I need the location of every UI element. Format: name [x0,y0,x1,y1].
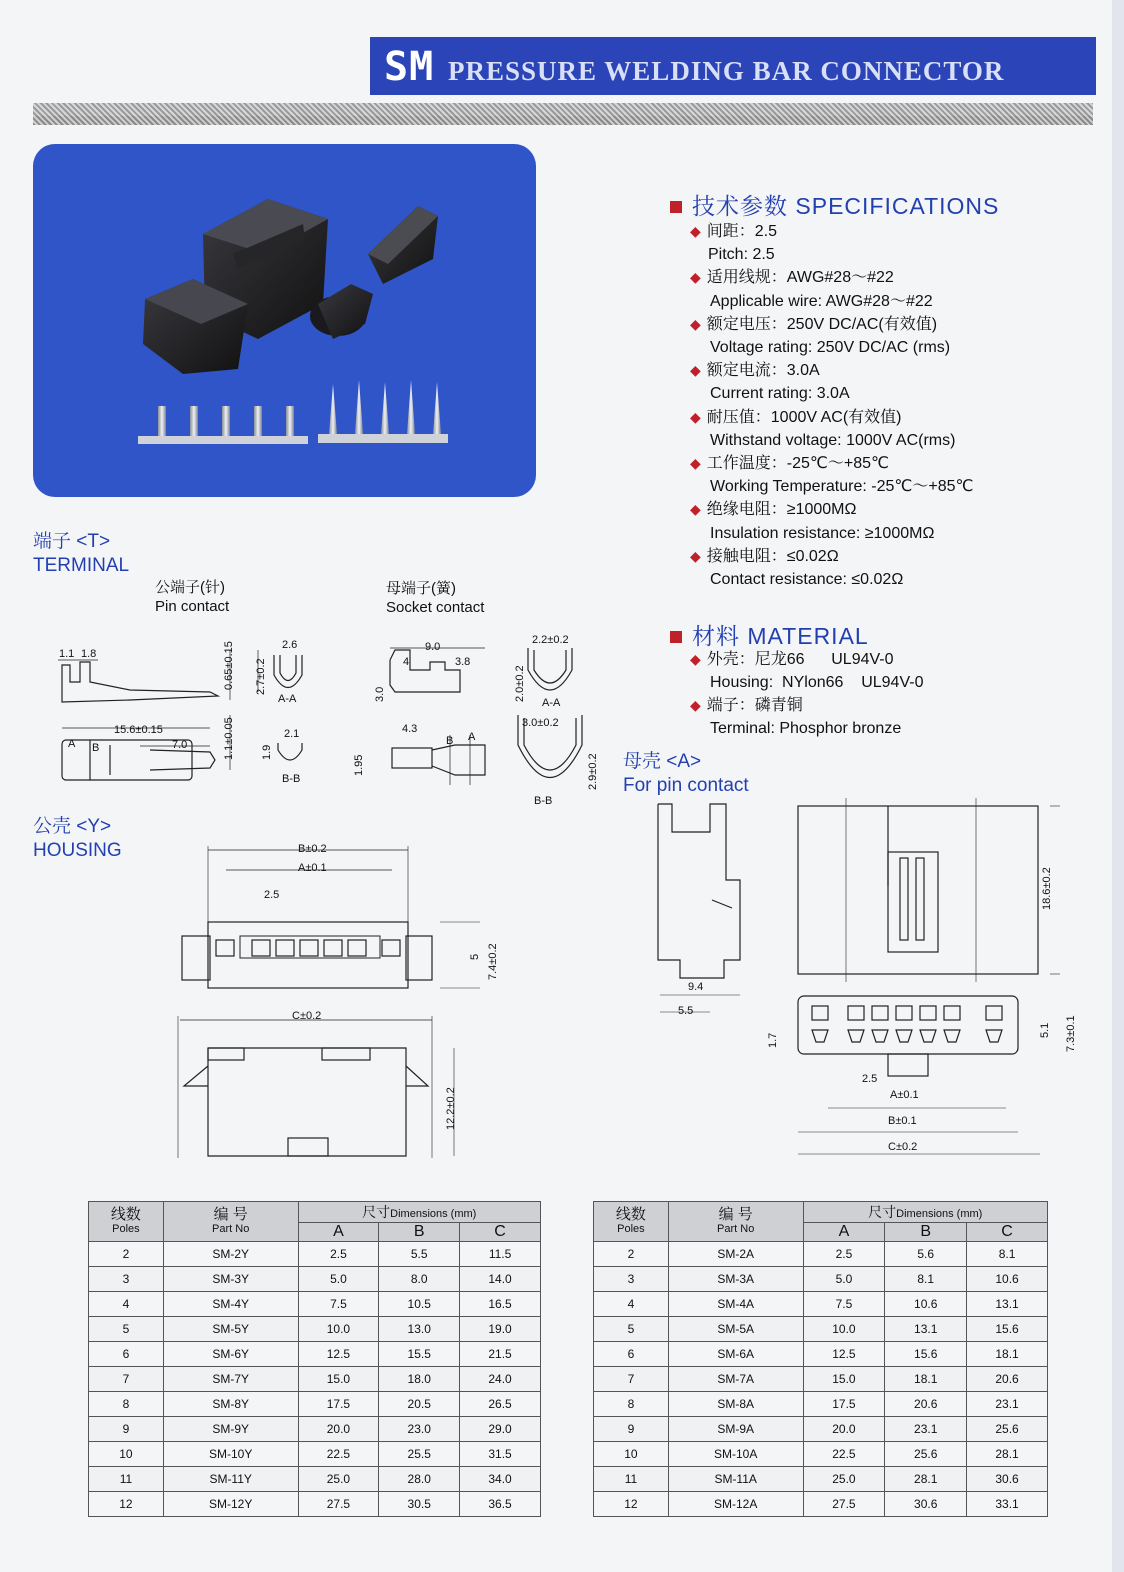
table-cell: SM-8Y [163,1392,298,1417]
housing-table-body [89,1242,541,1517]
table-cell: 20.5 [379,1392,460,1417]
table-cell: SM-6Y [163,1342,298,1367]
connector-illustration [33,144,536,497]
dim-label: 1.1±0.05 [223,717,235,760]
pin-contacts-strip [138,406,308,444]
table-cell: SM-12A [668,1492,803,1517]
material-housing: ◆ 外壳：尼龙66 UL94V-0 [690,651,894,668]
table-cell: 3 [594,1267,669,1292]
table-cell: SM-10A [668,1442,803,1467]
housing-cavities [216,940,400,956]
dim-label: 2.5 [862,1073,878,1085]
spec-contact-resistance: ◆ 接触电阻：≤0.02Ω [690,547,839,565]
section-label: A-A [278,693,297,705]
table-cell: SM-9A [668,1417,803,1442]
dim-label: B±0.2 [298,843,327,855]
spec-contact-resistance-en: Contact resistance: ≤0.02Ω [710,571,904,589]
housing-drawing [170,838,510,1168]
header-c: C [460,1223,541,1242]
table-cell: 25.6 [885,1442,967,1467]
table-cell: 10.6 [967,1267,1048,1292]
table-cell: 12.5 [298,1342,379,1367]
table-cell: 5.0 [298,1267,379,1292]
dim-label: 2.7±0.2 [255,658,267,695]
dim-label: 3.0 [374,686,386,702]
table-cell: 28.0 [379,1467,460,1492]
table-cell: 23.0 [379,1417,460,1442]
table-cell: 18.0 [379,1367,460,1392]
table-cell: 2.5 [803,1242,885,1267]
housing-label: 公壳 <Y> HOUSING [33,816,122,861]
table-row [594,1242,1048,1267]
dim-label: 7.0 [172,739,188,751]
spec-wire-en: Applicable wire: AWG#28～#22 [710,292,933,310]
table-cell: SM-11Y [163,1467,298,1492]
table-cell: 25.0 [298,1467,379,1492]
table-cell: 18.1 [885,1367,967,1392]
dim-label: 2.6 [282,639,298,651]
red-square-icon [670,631,682,643]
material-terminal-en: Terminal: Phosphor bronze [710,719,902,737]
diamond-icon: ◆ [690,651,701,667]
table-cell: SM-7Y [163,1367,298,1392]
table-cell: 33.1 [967,1492,1048,1517]
table-row [89,1242,541,1267]
dim-label: 4.3 [402,723,418,735]
header-dimensions: 尺寸Dimensions (mm) [298,1202,541,1223]
diamond-icon: ◆ [690,455,701,472]
spec-current-en: Current rating: 3.0A [710,385,850,403]
table-cell: 4 [89,1292,164,1317]
header-stripes-lower [33,116,1093,125]
header-b: B [379,1223,460,1242]
table-cell: 23.1 [885,1417,967,1442]
spec-current: ◆ 额定电流：3.0A [690,362,820,380]
header-title: PRESSURE WELDING BAR CONNECTOR [448,56,1005,86]
table-cell: 7 [594,1367,669,1392]
table-row [594,1367,1048,1392]
table-cell: 20.0 [298,1417,379,1442]
table-cell: 8 [594,1392,669,1417]
table-row [594,1392,1048,1417]
table-row [594,1467,1048,1492]
table-cell: 15.5 [379,1342,460,1367]
section-label: B-B [282,773,301,785]
spec-withstand-en: Withstand voltage: 1000V AC(rms) [710,431,956,449]
table-row [89,1467,541,1492]
table-cell: 25.5 [379,1442,460,1467]
diamond-icon: ◆ [690,547,701,564]
table-row [594,1267,1048,1292]
table-cell: 22.5 [298,1442,379,1467]
page-edge [1112,0,1124,1572]
dim-label: 2.2±0.2 [532,634,569,646]
section-label: B-B [534,795,553,807]
header-prefix: SM [384,44,435,90]
table-cell: 15.6 [967,1317,1048,1342]
diamond-icon: ◆ [690,362,701,379]
table-cell: 13.1 [885,1317,967,1342]
table-row [594,1292,1048,1317]
table-cell: 15.6 [885,1342,967,1367]
diamond-icon: ◆ [690,408,701,425]
table-cell: 12.5 [803,1342,885,1367]
table-cell: 15.0 [803,1367,885,1392]
dim-label: 3.8 [455,656,471,668]
header-part-no: 编 号 Part No [163,1202,298,1242]
dim-label: 4 [403,656,410,668]
dim-label: 1.8 [81,648,97,660]
table-cell: 23.1 [967,1392,1048,1417]
table-cell: 20.0 [803,1417,885,1442]
dim-label: 2.9±0.2 [587,753,599,790]
specifications-title: 技术参数 SPECIFICATIONS [670,188,999,221]
spec-wire: ◆ 适用线规：AWG#28～#22 [690,269,894,287]
female-housing-drawing [650,790,1090,1160]
material-terminal: ◆ 端子：磷青铜 [690,697,803,714]
dim-label: 7.4±0.2 [487,943,499,980]
housing-dimension-labels [264,843,499,1130]
header-poles: 线数 Poles [594,1202,669,1242]
table-cell: 10.6 [885,1292,967,1317]
table-cell: 7 [89,1367,164,1392]
table-cell: 25.0 [803,1467,885,1492]
table-cell: 5.5 [379,1242,460,1267]
table-cell: 3 [89,1267,164,1292]
table-cell: 30.6 [885,1492,967,1517]
housing-dimensions-table [88,1201,541,1517]
table-row [89,1317,541,1342]
dim-label: 1.95 [353,754,365,776]
table-row [594,1492,1048,1517]
table-cell: 30.6 [967,1467,1048,1492]
dim-label: 12.2±0.2 [445,1087,457,1130]
table-row [594,1317,1048,1342]
table-cell: 11 [594,1467,669,1492]
dim-label: 9.0 [425,641,441,653]
dim-label: C±0.2 [888,1141,918,1153]
dim-label: 7.3±0.1 [1065,1015,1077,1052]
table-cell: 5.6 [885,1242,967,1267]
table-row [89,1342,541,1367]
dim-label: 5.5 [678,1005,694,1017]
table-cell: 11 [89,1467,164,1492]
table-cell: 27.5 [803,1492,885,1517]
table-cell: 13.0 [379,1317,460,1342]
table-cell: SM-3Y [163,1267,298,1292]
header-part-no: 编 号 Part No [668,1202,803,1242]
table-cell: 12 [594,1492,669,1517]
table-cell: 34.0 [460,1467,541,1492]
diamond-icon: ◆ [690,697,701,713]
pin-contact-label: 公端子(针) Pin contact [155,579,230,615]
female-cavities [812,1006,1002,1042]
table-cell: 22.5 [803,1442,885,1467]
table-cell: 16.5 [460,1292,541,1317]
table-cell: 5 [594,1317,669,1342]
dim-label: B±0.1 [888,1115,917,1127]
table-cell: SM-4A [668,1292,803,1317]
diamond-icon: ◆ [690,269,701,286]
spec-insulation: ◆ 绝缘电阻：≥1000MΩ [690,501,857,519]
dim-label: 3.0±0.2 [522,717,559,729]
red-square-icon [670,201,682,213]
spec-pitch-en: Pitch: 2.5 [708,246,775,264]
dim-label: 2.0±0.2 [514,665,526,702]
section-label: A-A [542,697,561,709]
dim-label: C±0.2 [292,1010,322,1022]
dim-label: 1.1 [59,648,75,660]
table-row [89,1367,541,1392]
table-cell: 28.1 [885,1467,967,1492]
table-cell: 8.1 [967,1242,1048,1267]
table-row [89,1292,541,1317]
dim-label: A±0.1 [298,862,327,874]
table-cell: 8 [89,1392,164,1417]
table-cell: 4 [594,1292,669,1317]
table-cell: 9 [594,1417,669,1442]
table-cell: 28.1 [967,1442,1048,1467]
table-cell: SM-3A [668,1267,803,1292]
table-row [594,1417,1048,1442]
table-cell: 2 [594,1242,669,1267]
header-a: A [298,1223,379,1242]
spec-insulation-en: Insulation resistance: ≥1000MΩ [710,524,935,542]
table-row [89,1267,541,1292]
dim-label: 2.1 [284,728,300,740]
table-row [89,1392,541,1417]
table-cell: 2.5 [298,1242,379,1267]
specifications-list [690,220,973,591]
table-row [89,1417,541,1442]
header-poles: 线数 Poles [89,1202,164,1242]
table-cell: 10.0 [298,1317,379,1342]
section-marker: B [92,742,100,754]
female-table-body [594,1242,1048,1517]
table-cell: 19.0 [460,1317,541,1342]
table-cell: 30.5 [379,1492,460,1517]
table-cell: SM-8A [668,1392,803,1417]
table-cell: 17.5 [803,1392,885,1417]
table-cell: 11.5 [460,1242,541,1267]
dim-label: 9.4 [688,981,704,993]
table-cell: 18.1 [967,1342,1048,1367]
table-cell: SM-9Y [163,1417,298,1442]
dim-label: 5 [469,953,481,960]
terminal-drawings [50,620,610,810]
female-dimensions-table [593,1201,1048,1517]
table-cell: 9 [89,1417,164,1442]
table-row [89,1442,541,1467]
table-row [594,1442,1048,1467]
table-cell: SM-2A [668,1242,803,1267]
spec-temperature-en: Working Temperature: -25℃～+85℃ [710,478,974,496]
section-marker: A [68,738,76,750]
table-cell: 8.0 [379,1267,460,1292]
table-cell: 7.5 [298,1292,379,1317]
spec-voltage: ◆ 额定电压：250V DC/AC(有效值) [690,315,938,333]
table-cell: SM-4Y [163,1292,298,1317]
spec-withstand: ◆ 耐压值：1000V AC(有效值) [690,408,902,426]
table-cell: 13.1 [967,1292,1048,1317]
dim-label: 15.6±0.15 [114,724,163,736]
material-list [690,648,923,740]
socket-contact-label: 母端子(簧) Socket contact [386,580,485,616]
table-cell: SM-5Y [163,1317,298,1342]
table-cell: 15.0 [298,1367,379,1392]
table-cell: SM-10Y [163,1442,298,1467]
table-cell: 31.5 [460,1442,541,1467]
table-cell: 10 [594,1442,669,1467]
product-photo [33,144,536,497]
table-cell: 10 [89,1442,164,1467]
table-cell: 10.0 [803,1317,885,1342]
table-row [594,1342,1048,1367]
table-cell: 7.5 [803,1292,885,1317]
dim-label: A±0.1 [890,1089,919,1101]
table-cell: 14.0 [460,1267,541,1292]
dim-label: 5.1 [1039,1022,1051,1038]
dim-label: 2.5 [264,889,280,901]
table-cell: SM-2Y [163,1242,298,1267]
table-cell: 29.0 [460,1417,541,1442]
table-cell: 8.1 [885,1267,967,1292]
table-cell: SM-11A [668,1467,803,1492]
material-housing-en: Housing: NYlon66 UL94V-0 [710,673,924,691]
socket-contacts-strip [318,380,448,443]
diamond-icon: ◆ [690,315,701,332]
table-cell: 12 [89,1492,164,1517]
spec-pitch: ◆ 间距：2.5 [690,223,778,240]
section-marker: B [446,735,454,747]
table-cell: 5 [89,1317,164,1342]
table-cell: 25.6 [967,1417,1048,1442]
female-dimension-labels [678,867,1077,1153]
header-b: B [885,1223,967,1242]
table-cell: 2 [89,1242,164,1267]
table-cell: SM-7A [668,1367,803,1392]
material-title: 材料 MATERIAL [670,618,869,651]
dim-label: 18.6±0.2 [1041,867,1053,910]
header-dimensions: 尺寸Dimensions (mm) [803,1202,1048,1223]
table-cell: 10.5 [379,1292,460,1317]
table-cell: 24.0 [460,1367,541,1392]
table-row [89,1492,541,1517]
table-cell: 17.5 [298,1392,379,1417]
header-a: A [803,1223,885,1242]
table-cell: SM-12Y [163,1492,298,1517]
table-cell: 20.6 [967,1367,1048,1392]
spec-temperature: ◆ 工作温度：-25℃～+85℃ [690,455,889,473]
table-cell: 36.5 [460,1492,541,1517]
dim-label: 0.65±0.15 [223,641,235,690]
table-cell: 6 [89,1342,164,1367]
spec-voltage-en: Voltage rating: 250V DC/AC (rms) [710,339,951,357]
section-marker: A [468,731,476,743]
table-cell: 26.5 [460,1392,541,1417]
diamond-icon: ◆ [690,223,701,239]
header-c: C [967,1223,1048,1242]
table-cell: SM-5A [668,1317,803,1342]
table-cell: 20.6 [885,1392,967,1417]
table-cell: 5.0 [803,1267,885,1292]
table-cell: 27.5 [298,1492,379,1517]
terminal-label: 端子 <T> TERMINAL [33,531,130,576]
dim-label: 1.7 [767,1032,779,1048]
table-cell: 21.5 [460,1342,541,1367]
dim-label: 1.9 [261,744,273,760]
diamond-icon: ◆ [690,501,701,518]
female-housing-label: 母壳 <A> For pin contact [623,751,749,796]
table-cell: SM-6A [668,1342,803,1367]
table-cell: 6 [594,1342,669,1367]
